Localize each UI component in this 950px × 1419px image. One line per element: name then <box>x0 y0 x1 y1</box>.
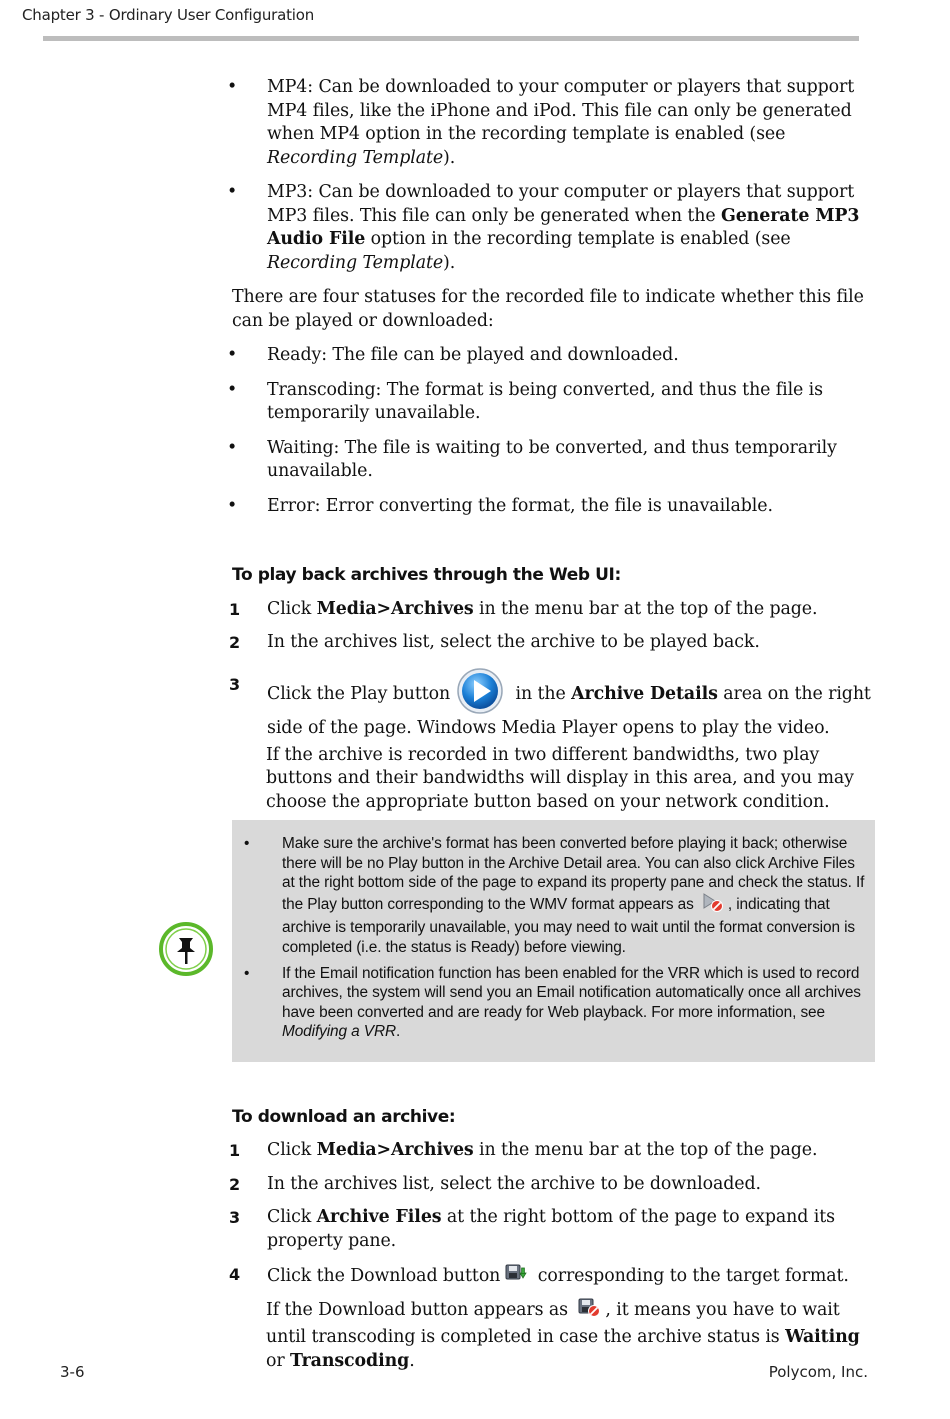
download-step-3: 3 Click Archive Files at the right bottom of the page to expand its property pane. <box>229 1207 835 1251</box>
play-button-icon <box>456 667 504 715</box>
playback-step-2: 2 In the archives list, select the archive to be played back. <box>232 631 877 655</box>
playback-heading: To play back archives through the Web UI: <box>232 565 621 585</box>
step-number: 2 <box>229 1174 241 1194</box>
download-disabled-icon <box>577 1297 601 1327</box>
step-number: 4 <box>229 1265 241 1285</box>
playback-step-1: 1 Click Media>Archives in the menu bar at the top of the page. <box>232 598 877 622</box>
note-pin-icon <box>157 920 215 978</box>
download-step-4-note: If the Download button appears as , it means you have to wait until transcoding is completed in case the archive status is Waiting or Transcoding. <box>232 1297 877 1374</box>
bullet: • <box>227 495 238 516</box>
download-step-2: 2 In the archives list, select the archive to be downloaded. <box>232 1173 877 1197</box>
list-item-status: • Error: Error converting the format, the file is unavailable. <box>232 495 877 519</box>
chapter-header: Chapter 3 - Ordinary User Configuration <box>22 6 315 24</box>
step-number: 3 <box>229 1208 241 1228</box>
download-step-1: 1 Click Media>Archives in the menu bar at the top of the page. <box>232 1139 877 1163</box>
step-number: 1 <box>229 599 241 619</box>
header-rule <box>43 36 859 41</box>
step-number: 1 <box>229 1141 241 1161</box>
bullet: • <box>227 77 238 97</box>
list-item-status: • Transcoding: The format is being converted, and thus the file is temporarily unavailable. <box>227 379 823 423</box>
bullet: • <box>227 345 238 365</box>
download-heading: To download an archive: <box>232 1106 456 1127</box>
download-icon <box>504 1263 528 1293</box>
bullet: • <box>244 835 250 852</box>
playback-step-3-note: If the archive is recorded in two different bandwidths, two play buttons and their bandwidths will display in this area, and you may choose the appropriate button based on your network condition. <box>266 744 854 812</box>
page-number: 3-6 <box>60 1363 85 1381</box>
list-item-mp3: • MP3: Can be downloaded to your computer or players that support MP3 files. This file can only be generated when the Generate MP3 Audio File option in the recording template is enabled (see Recording Template). <box>227 182 860 273</box>
note-bullet-2: • If the Email notification function has been enabled for the VRR which is used to record archives, the system will send you an Email notification automatically once all archives have been converted and are ready for Web playback. For more information, see Modifying a VRR. <box>244 964 861 1041</box>
step-number: 2 <box>229 633 241 652</box>
list-item-status: • Waiting: The file is waiting to be converted, and thus temporarily unavailable. <box>227 437 837 481</box>
download-step-4: 4 Click the Download button corresponding to the target format. <box>232 1263 877 1293</box>
bullet: • <box>227 437 238 458</box>
company-name: Polycom, Inc. <box>768 1363 868 1381</box>
bullet: • <box>244 964 250 982</box>
playback-step-3: 3 Click the Play button in the Archive Details area on the right side of the page. Windows Media Player opens to play the video. <box>232 667 877 742</box>
list-item-mp4: • MP4: Can be downloaded to your computer or players that support MP4 files, like the iPhone and iPod. This file can only be generated when MP4 option in the recording template is enabled (see Recording Template). <box>227 77 855 168</box>
play-disabled-icon <box>702 893 724 919</box>
page-content <box>227 76 877 1373</box>
list-item-status: • Ready: The file can be played and downloaded. <box>232 344 877 368</box>
note-box <box>232 820 875 1062</box>
recording-template-ref: Recording Template <box>267 147 444 168</box>
step-number: 3 <box>229 674 241 694</box>
bullet: • <box>227 182 238 202</box>
status-intro: There are four statuses for the recorded file to indicate whether this file can be played or downloaded: <box>232 287 864 331</box>
note-bullet-1: • Make sure the archive's format has been converted before playing it back; otherwise there will be no Play button in the Archive Detail area. You can also click Archive Files at the right bottom side of the page to expand its property pane and check the status. If the Play button corresponding to the WMV format appears as , indicating that archive is temporarily unavailable, you may need to wait until the format conversion is completed (i.e. the status is Ready) before viewing. <box>244 835 865 956</box>
modifying-vrr-ref: Modifying a VRR <box>282 1023 396 1041</box>
bullet: • <box>227 379 238 400</box>
recording-template-ref: Recording Template <box>267 252 444 273</box>
